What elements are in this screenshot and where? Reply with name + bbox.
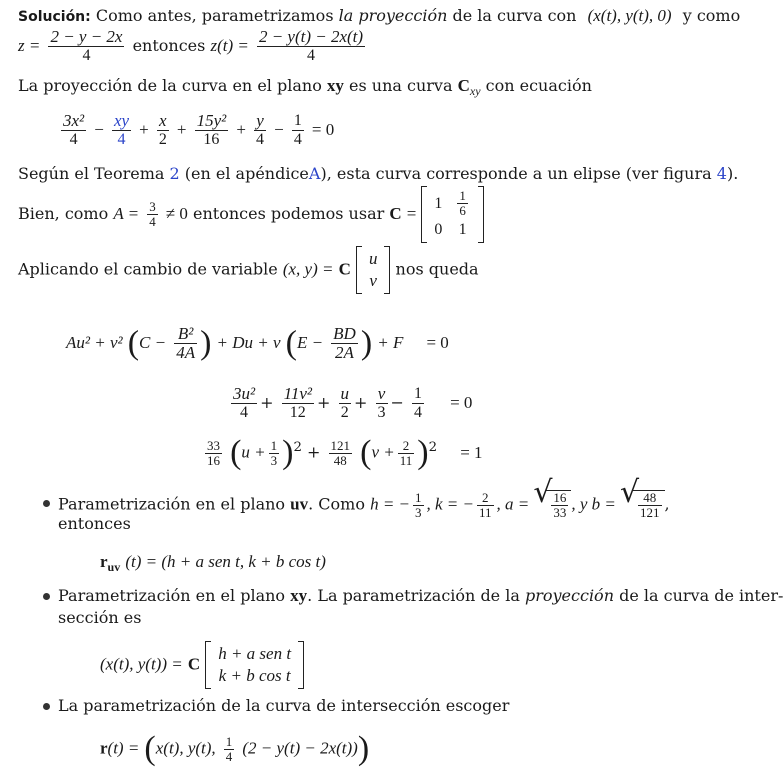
text: con ecuación — [485, 76, 592, 95]
math-part — [212, 665, 297, 687]
math-token: 2A — [335, 343, 354, 362]
operator: − — [274, 120, 284, 139]
projection-line — [18, 76, 592, 101]
math-part — [363, 270, 384, 292]
canonical-equation: $\frac{33}{16}$ (u + $\frac{1}{3}$ )$^2$ + $\frac{121}{48}$ (v + $\frac{2}{11}$ )$^2$ = 1 — [207, 434, 483, 471]
fraction — [48, 28, 124, 65]
text: Como antes, parametrizamos — [95, 6, 334, 25]
fraction — [61, 112, 86, 149]
r-uv-equation — [100, 552, 326, 577]
math-token: 4 — [82, 47, 91, 64]
math-token: 3 — [415, 504, 422, 520]
fraction — [257, 28, 365, 65]
math-token: 11 — [479, 504, 492, 520]
math-token: (2 − y(t) − 2x(t)) — [242, 738, 358, 758]
math-part — [428, 219, 477, 241]
text: La proyección de la curva en el plano — [18, 76, 322, 95]
text: entonces — [132, 36, 206, 55]
math-part — [428, 188, 477, 219]
math-token: 6 — [459, 203, 466, 218]
math-token: y — [254, 112, 266, 131]
math-token: 1 — [414, 385, 422, 402]
math-token: La parametrización de la curva de intersección escoger — [58, 696, 510, 715]
parenthesis: ( — [285, 324, 297, 362]
parenthesis: ) — [200, 324, 212, 362]
bullet-1-line-1 — [58, 490, 670, 520]
bullet-1-line-2 — [58, 514, 131, 534]
math-token: (x(t), y(t)) = — [100, 654, 183, 674]
operator: = 0 — [311, 120, 335, 139]
math: = — [406, 204, 417, 223]
math-token: h + a sen t — [218, 644, 292, 663]
parenthesis: ( — [360, 434, 372, 471]
math-part — [428, 188, 477, 241]
math: (x, y) = — [282, 259, 334, 279]
math-token: = 0 — [426, 333, 449, 352]
math-token: 3 — [149, 199, 156, 214]
math-token: 121 — [330, 437, 351, 453]
math: C — [389, 204, 402, 223]
text: Parametrización en el plano — [58, 494, 286, 514]
math-part — [205, 439, 222, 468]
math-token: 1 — [434, 194, 443, 212]
math-token: E − — [296, 333, 324, 352]
math: (x(t), y(t), 0) — [587, 6, 672, 25]
math-token: 3 — [377, 404, 386, 421]
math-token: √ 48 — [638, 491, 662, 506]
math-token: 2 — [398, 439, 415, 454]
math-token: k + b cos t — [218, 666, 291, 685]
math-token: 4 — [117, 131, 126, 148]
parenthesis: ) — [417, 434, 429, 471]
math-token: uv — [290, 494, 309, 514]
text: y como — [682, 6, 741, 25]
math-token: 3x² — [63, 111, 85, 130]
bullet-2-line-2 — [58, 608, 141, 628]
text: Aplicando el cambio de variable — [18, 259, 278, 279]
math-part — [398, 439, 415, 468]
math-token: 3u² — [233, 384, 256, 403]
math-token: 4 — [307, 47, 315, 64]
text: de la curva con — [452, 6, 577, 25]
parenthesis: ) — [360, 324, 373, 362]
math-token: 4 — [293, 131, 302, 148]
math-token: 1 — [293, 112, 302, 129]
math-token: de la curva de inter- — [619, 586, 783, 605]
math-token: 3 — [270, 452, 278, 468]
math: C — [338, 259, 351, 279]
math: xy — [326, 76, 344, 95]
math-token: + F — [377, 333, 404, 352]
math-part — [339, 385, 352, 422]
math-part — [331, 325, 358, 362]
math-token: 2 — [340, 404, 349, 421]
matrix-line — [18, 186, 484, 243]
xy-param-equation — [100, 641, 304, 689]
bullet-dot — [43, 593, 50, 600]
math-token: 1 — [459, 188, 466, 203]
fraction — [254, 112, 266, 149]
math-token: B² — [174, 325, 197, 344]
text: entonces podemos usar — [193, 204, 385, 223]
math-token: , k = − — [426, 494, 475, 514]
math-token: xy — [113, 111, 130, 130]
operator: + — [176, 120, 187, 139]
math-part — [231, 385, 257, 422]
math-token: 16 — [207, 452, 220, 468]
math-token: 0 — [434, 221, 443, 238]
math-part — [224, 735, 235, 764]
math-token: , y b = — [571, 494, 616, 514]
bullet-dot — [43, 500, 50, 507]
fraction — [157, 112, 169, 149]
general-equation — [66, 325, 449, 362]
bullet-3-line — [58, 696, 509, 716]
math-part — [269, 439, 280, 468]
math-token: proyección — [524, 586, 614, 605]
theorem-link[interactable]: 2 — [169, 164, 180, 183]
math-token: 4A — [176, 343, 196, 362]
math-token: . La parametrización de la — [307, 586, 520, 605]
math-token: = 0 — [450, 393, 473, 412]
math-part — [477, 491, 494, 520]
fraction — [147, 200, 158, 229]
math-token: v + — [371, 442, 395, 462]
math-part — [546, 490, 571, 520]
appendix-link[interactable]: A — [308, 164, 321, 183]
math-token: u — [340, 384, 349, 403]
math-token: 12 — [289, 404, 306, 421]
math-part — [174, 325, 197, 362]
math-token: xy — [290, 586, 308, 605]
math-token: 33 — [207, 437, 220, 453]
math-token: 2 — [158, 131, 167, 148]
matrix-C — [421, 186, 484, 243]
text: Según el Teorema — [18, 164, 165, 183]
math-part — [413, 491, 424, 520]
math: xy — [469, 84, 481, 99]
math: z = — [18, 36, 41, 55]
text: ). — [726, 164, 739, 183]
math-token: u + — [241, 442, 266, 462]
math-part — [638, 491, 662, 520]
math-part — [457, 189, 468, 218]
math-token: 33 — [553, 505, 567, 520]
solution-label: Solución: — [18, 9, 91, 25]
math-token: 1 — [225, 733, 233, 749]
math-part — [212, 643, 297, 665]
math-part — [412, 385, 424, 422]
math-part — [212, 643, 297, 687]
math-token: 1 — [270, 437, 278, 453]
ellipse-equation — [58, 112, 334, 149]
math-part: 2 — [293, 440, 302, 456]
math-token: r — [100, 552, 108, 571]
math-token: . Como — [308, 494, 365, 514]
math-part — [329, 439, 353, 468]
change-variable-line — [18, 246, 479, 294]
math-token: 4 — [225, 748, 233, 764]
math-part — [376, 385, 388, 422]
bullet-2-line-1 — [58, 586, 783, 606]
math-token: (t) = — [107, 738, 140, 758]
bullet-dot — [43, 703, 50, 710]
parenthesis: ) — [357, 730, 370, 767]
text: es una curva — [349, 76, 453, 95]
math-token: v — [376, 385, 388, 404]
math-part — [363, 248, 384, 292]
math-part: 2 — [428, 440, 438, 456]
math-token: sección es — [58, 608, 142, 627]
text: ), esta curva corresponde a un elipse (ver figura — [320, 164, 712, 183]
math-token: 2 − y − 2x — [50, 27, 123, 46]
math-token: uv — [107, 560, 121, 575]
math-token: x — [157, 112, 169, 131]
emphasis: la proyección — [338, 6, 448, 25]
math-token: C — [187, 654, 201, 674]
math-part — [448, 188, 477, 219]
math-token: h = − — [370, 494, 411, 514]
text: Bien, como — [18, 204, 109, 223]
math-token: 4 — [240, 404, 249, 421]
math-token: Parametrización en el plano — [58, 586, 286, 605]
math-token: 11v² — [283, 384, 312, 403]
math-token: 48 — [333, 452, 347, 468]
math-part — [282, 385, 314, 422]
math-token: 4 — [69, 131, 78, 148]
math-part — [633, 490, 665, 520]
solution-line-2 — [18, 28, 368, 65]
math-token: v — [369, 271, 377, 290]
math-token: (t) = (h + a sen t, k + b cos t) — [125, 552, 326, 571]
math-token: entonces — [58, 514, 131, 533]
math-token: 16 — [203, 131, 220, 148]
math-part — [551, 491, 568, 520]
math-token: , a = — [496, 494, 530, 514]
math-token: u — [368, 249, 378, 268]
math-token: 1 — [458, 221, 467, 238]
math-part — [363, 248, 384, 270]
math-token: , — [664, 494, 670, 514]
math-token: x(t), y(t), — [155, 738, 216, 758]
math-token: = 1 — [460, 442, 483, 462]
parenthesis: ( — [230, 434, 242, 471]
math-token: Au² + v² — [66, 333, 123, 352]
text: (en el apéndice — [184, 164, 309, 183]
vector-uv — [356, 246, 391, 294]
math-token: 2 − y(t) − 2x(t) — [258, 27, 364, 46]
math-token: BD — [333, 324, 356, 343]
math-token: 4 — [256, 131, 265, 148]
math-token: 1 — [415, 489, 422, 505]
math-token: 15y² — [196, 111, 227, 130]
operator: − — [94, 120, 104, 139]
theorem-line — [18, 164, 738, 184]
vector-hk — [205, 641, 304, 689]
r-equation — [100, 732, 369, 766]
math-token: 11 — [399, 452, 413, 468]
math-token: 4 — [414, 404, 422, 421]
fraction — [292, 112, 304, 149]
math-token: C − — [139, 333, 167, 352]
math-token: 4 — [149, 214, 156, 229]
fraction — [112, 112, 131, 149]
parenthesis: ( — [144, 730, 156, 767]
fraction — [195, 112, 229, 149]
text: nos queda — [395, 259, 479, 279]
math: C — [457, 76, 470, 95]
math-token: √ 16 — [553, 490, 567, 505]
math: z(t) = — [210, 36, 249, 55]
math-token: r — [100, 738, 108, 758]
math: ≠ 0 — [165, 204, 188, 223]
reduced-equation: $\frac{\text{3u²}}{4}$ + $\frac{\text{11v²}}{12}$ + $\frac{u}{2}$ + $\frac{v}{3}$ − $\frac{1}{4}$ = 0 — [233, 384, 473, 421]
math-token: 2 — [477, 491, 494, 506]
math-token: 121 — [640, 505, 660, 520]
operator: + — [139, 120, 149, 139]
figure-link[interactable]: 4 — [716, 164, 727, 183]
math: A = — [113, 204, 140, 223]
parenthesis: ) — [282, 434, 294, 471]
solution-line-1 — [18, 6, 740, 27]
operator: + — [236, 120, 246, 139]
math-token: + Du + v — [216, 333, 281, 352]
parenthesis: ( — [127, 324, 140, 362]
